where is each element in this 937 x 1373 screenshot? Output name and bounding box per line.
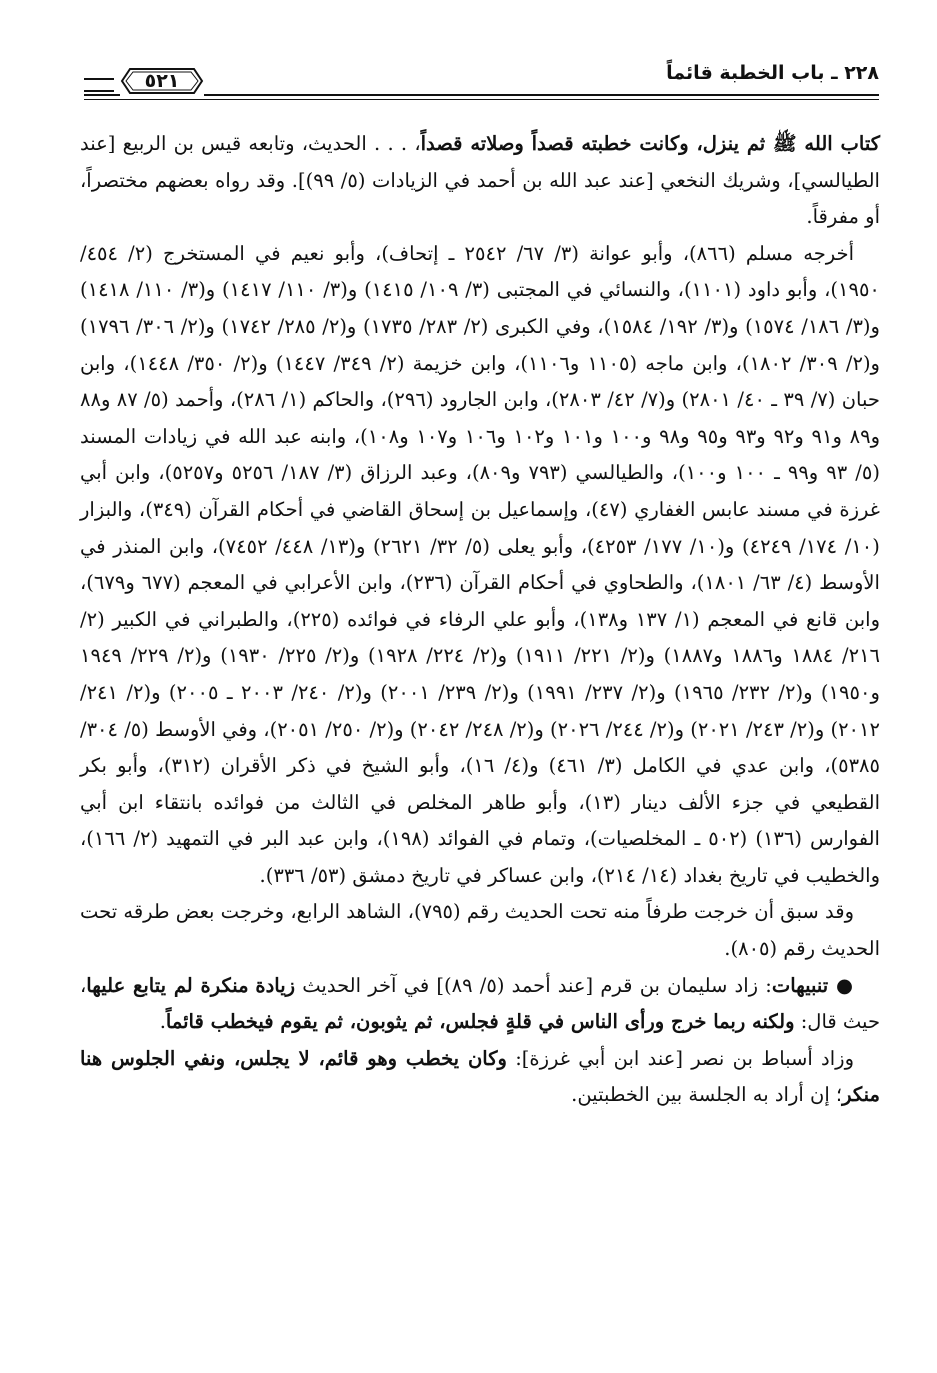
paragraph-5	[80, 1041, 880, 1114]
bold-quote: ولكنه ربما خرج ورأى الناس في قلةٍ فجلس، ثم يثوبون، ثم يقوم فيخطب قائماً	[165, 1010, 795, 1034]
header-ornament-lines	[84, 78, 114, 92]
page-header	[84, 56, 879, 104]
paragraph-notes	[80, 968, 880, 1041]
running-title: ٢٢٨ ـ باب الخطبة قائماً	[666, 62, 879, 84]
paragraph-text: : زاد سليمان بن قرم [عند أحمد (٥/ ٨٩)] في آخر الحديث	[295, 973, 772, 997]
paragraph-1	[80, 126, 880, 236]
header-rule-thin	[84, 99, 879, 100]
main-text	[80, 126, 880, 1114]
page-number: ٥٢١	[144, 70, 180, 92]
paragraph-text: .	[159, 1010, 166, 1034]
page-number-frame	[120, 66, 204, 96]
paragraph-text: ، حيث قال:	[80, 973, 880, 1034]
bold-phrase: زيادة منكرة لم يتابع عليها	[86, 973, 296, 997]
bold-quote: وكان يخطب وهو قائم، لا يجلس، ونفي الجلوس هنا منكر	[80, 1046, 880, 1107]
notes-heading: ● تنبيهات	[771, 973, 854, 997]
paragraph-takhrij: أخرجه مسلم (٨٦٦)، وأبو عوانة (٣/ ٦٧/ ٢٥٤٢ ـ إتحاف)، وأبو نعيم في المستخرج (٢/ ٤٥٤/ ١٩٥٠)، وأبو داود (١١٠١)، والنسائي في المجتبى (٣/ ١٠٩/ ١٤١٥) و(٣/ ١١٠/ ١٤١٧) و(٣/ ١١٠/ ١٤١٨) و(٣/ ١٨٦/ ١٥٧٤) و(٣/ ١٩٢/ ١٥٨٤)، وفي الكبرى (٢/ ٢٨٣/ ١٧٣٥) و(٢/ ٢٨٥/ ١٧٤٢) و(٢/ ٣٠٦/ ١٧٩٦) و(٢/ ٣٠٩/ ١٨٠٢)، وابن ماجه (١١٠٥ و١١٠٦)، وابن خزيمة (٢/ ٣٤٩/ ١٤٤٧) و(٢/ ٣٥٠/ ١٤٤٨)، وابن حبان (٧/ ٣٩ ـ ٤٠/ ٢٨٠١) و(٧/ ٤٢/ ٢٨٠٣)، وابن الجارود (٢٩٦)، والحاكم (١/ ٢٨٦)، وأحمد (٥/ ٨٧ و٨٨ و٨٩ و٩١ و٩٢ و٩٣ و٩٥ و٩٨ و١٠٠ و١٠١ و١٠٢ و١٠٦ و١٠٧ و١٠٨)، وابنه عبد الله في زيادات المسند (٥/ ٩٣ و٩٩ ـ ١٠٠ و١٠٠)، والطيالسي (٧٩٣ و٨٠٩)، وعبد الرزاق (٣/ ١٨٧/ ٥٢٥٦ و٥٢٥٧)، وابن أبي غرزة في مسند عابس الغفاري (٤٧)، وإسماعيل بن إسحاق القاضي في أحكام القرآن (٣٤٩)، والبزار (١٠/ ١٧٤/ ٤٢٤٩) و(١٠/ ١٧٧/ ٤٢٥٣)، وأبو يعلى (٥/ ٣٢/ ٢٦٢١) و(١٣/ ٤٤٨/ ٧٤٥٢)، وابن المنذر في الأوسط (٤/ ٦٣/ ١٨٠١)، والطحاوي في أحكام القرآن (٢٣٦)، وابن الأعرابي في المعجم (٦٧٧ و٦٧٩)، وابن قانع في المعجم (١/ ١٣٧ و١٣٨)، وأبو علي الرفاء في فوائده (٢٢٥)، والطبراني في الكبير (٢/ ٢١٦/ ١٨٨٤ و١٨٨٦ و١٨٨٧) و(٢/ ٢٢١/ ١٩١١) و(٢/ ٢٢٤/ ١٩٢٨) و(٢/ ٢٢٥/ ١٩٣٠) و(٢/ ٢٢٩/ ١٩٤٩ و١٩٥٠) و(٢/ ٢٣٢/ ١٩٦٥) و(٢/ ٢٣٧/ ١٩٩١) و(٢/ ٢٣٩/ ٢٠٠١) و(٢/ ٢٤٠/ ٢٠٠٣ ـ ٢٠٠٥) و(٢/ ٢٤١/ ٢٠١٢) و(٢/ ٢٤٣/ ٢٠٢١) و(٢/ ٢٤٤/ ٢٠٢٦) و(٢/ ٢٤٨/ ٢٠٤٢) و(٢/ ٢٥٠/ ٢٠٥١)، وفي الأوسط (٥/ ٣٠٤/ ٥٣٨٥)، وابن عدي في الكامل (٣/ ٤٦١) و(٤/ ١٦)، وأبو الشيخ في ذكر الأقران (٣١٢)، وأبو بكر القطيعي في جزء الألف دينار (١٣)، وأبو طاهر المخلص في الثالث من فوائده بانتقاء ابن أبي الفوارس (١٣٦) (٥٠٢ ـ المخلصيات)، وتمام في الفوائد (١٩٨)، وابن عبد البر في التمهيد (٢/ ١٦٦)، والخطيب في تاريخ بغداد (١٤/ ٢١٤)، وابن عساكر في تاريخ دمشق (٥٣/ ٣٣٦).	[80, 241, 881, 887]
paragraph-3: وقد سبق أن خرجت طرفاً منه تحت الحديث رقم (٧٩٥)، الشاهد الرابع، وخرجت بعض طرقه تحت الحديث رقم (٨٠٥).	[80, 900, 880, 961]
paragraph-text: ، . . . الحديث، وتابعه قيس بن الربيع [عند الطيالسي]، وشريك النخعي [عند عبد الله بن أحمد في الزيادات (٥/ ٩٩)]. وقد رواه بعضهم مختصراً، أو مفرقاً.	[80, 132, 880, 229]
paragraph-text: ؛ إن أراد به الجلسة بين الخطبتين.	[571, 1083, 843, 1107]
paragraph-text: وزاد أسباط بن نصر [عند ابن أبي غرزة]:	[506, 1046, 854, 1070]
hadith-text-bold: كتاب الله ﷺ ثم ينزل، وكانت خطبته قصداً وصلاته قصداً	[420, 132, 880, 155]
